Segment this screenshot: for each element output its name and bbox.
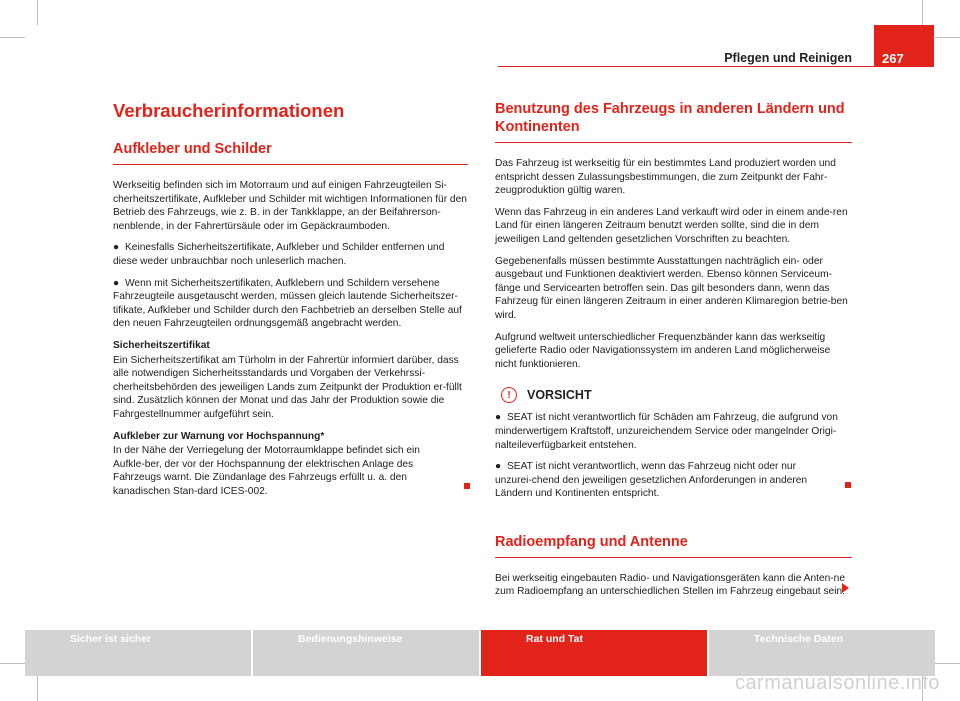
tab-rat-und-tat[interactable]: Rat und Tat	[481, 630, 707, 676]
paragraph: Das Fahrzeug ist werkseitig für ein bestimmtes Land produziert worden und entspricht dessen Zulassungsbestimmungen, die zum Zeitpunkt der Fahr-zeugproduktion gültig waren.	[495, 158, 836, 197]
crop-mark	[922, 0, 923, 25]
paragraph: Bei werkseitig eingebauten Radio- und Navigationsgeräten kann die Anten-ne zum Radioempfang an unterschiedlichen Stellen im Fahrzeug eingebaut sein:	[495, 572, 846, 598]
right-column	[495, 100, 852, 607]
running-header: Pflegen und Reinigen	[724, 51, 852, 65]
crop-mark	[935, 663, 960, 664]
warning-icon: !	[501, 387, 517, 403]
continue-arrow-icon	[842, 583, 849, 593]
section-heading-radio: Radioempfang und Antenne	[495, 533, 852, 558]
section-heading-other-countries: Benutzung des Fahrzeugs in anderen Ländern und Kontinenten	[495, 100, 852, 143]
chapter-title: Verbraucherinformationen	[113, 100, 345, 121]
bullet-text: Wenn mit Sicherheitszertifikaten, Aufklebern und Schildern versehene Fahrzeugteile ausgetauscht werden, müssen gleich lautende Sicherheitszer-tifikate, Aufkleber und Schilder durch den Fachbetrieb an derselben Stelle auf den neuen Fahrzeugteilen ordnungsgemäß angebracht werden.	[113, 277, 462, 330]
caution-heading	[495, 387, 852, 403]
caution-label: VORSICHT	[527, 387, 592, 402]
caution-text: SEAT ist nicht verantwortlich, wenn das Fahrzeug nicht oder nur unzurei-chend den jeweiligen gesetzlichen Anforderungen in anderen Ländern und Kontinenten entspricht.	[495, 461, 808, 500]
caution-item	[495, 460, 852, 501]
safety-certificate-paragraph: Ein Sicherheitszertifikat am Türholm in der Fahrertür informiert darüber, dass alle notwendigen Sicherheitsstandards und Vorgaben der Verkehrssi-cherheitsbehörden des jeweiligen Lands zum Zeitpunkt der Produktion er-füllt sind. Zusätzlich können der Monat und das Jahr der Produktion sowie die Fahrgestellnummer aufgeführt sein.	[113, 354, 462, 420]
tab-bedienungshinweise[interactable]: Bedienungshinweise	[253, 630, 479, 676]
bullet-icon: ●	[495, 461, 502, 473]
paragraph: Wenn das Fahrzeug in ein anderes Land verkauft wird oder in einem ande-ren Land für einen längeren Zeitraum benutzt werden sollte, sind die in dem jeweiligen Land geltenden gesetzlichen Vorschriften zu beachten.	[495, 206, 848, 245]
bullet-item	[113, 277, 468, 331]
crop-mark	[37, 0, 38, 25]
intro-paragraph: Werkseitig befinden sich im Motorraum und auf einigen Fahrzeugteilen Si-cherheitszertifikate, Aufkleber und Schilder mit wichtigen Informationen für den Betrieb des Fahrzeugs, wie z. B. in der Tankklappe, an der Beifahrerson-nenblende, in der Fahrertürsäule oder im Gepäckraumboden.	[113, 180, 467, 232]
bullet-icon: ●	[113, 242, 120, 254]
crop-mark	[0, 663, 25, 664]
paragraph: Aufgrund weltweit unterschiedlicher Frequenzbänder kann das werkseitig gelieferte Radio oder Navigationssystem im anderen Land möglicherweise nicht funktionieren.	[495, 331, 831, 370]
crop-mark	[37, 676, 38, 701]
tab-technische-daten[interactable]: Technische Daten	[709, 630, 935, 676]
crop-mark	[935, 37, 960, 38]
bullet-text: Keinesfalls Sicherheitszertifikate, Aufkleber und Schilder entfernen und diese weder unbrauchbar noch unleserlich machen.	[113, 242, 445, 267]
bullet-icon: ●	[113, 277, 120, 289]
high-voltage-paragraph: In der Nähe der Verriegelung der Motorraumklappe befindet sich ein Aufkle-ber, der vor der Hochspannung der elektrischen Anlage des Fahrzeugs warnt. Die Zündanlage des Fahrzeugs erfüllt u. a. den kanadischen Stan-dard ICES-002.	[113, 445, 420, 497]
caution-text: SEAT ist nicht verantwortlich für Schäden am Fahrzeug, die aufgrund von minderwertigem Kraftstoff, unzureichendem Service oder mangelnder Origi-nalteileverfügbarkeit entstehen.	[495, 412, 838, 451]
bullet-icon: ●	[495, 412, 502, 424]
watermark: carmanualsonline.info	[734, 672, 940, 694]
caution-item	[495, 411, 852, 452]
section-heading-stickers: Aufkleber und Schilder	[113, 140, 468, 165]
page-number: 267	[874, 25, 934, 67]
paragraph: Gegebenenfalls müssen bestimmte Ausstattungen nachträglich ein- oder ausgebaut und Funktionen deaktiviert werden. Ebenso können Serviceum-fänge und Servicearten betroffen sein. Das gilt besonders dann, wenn das Fahrzeug für einen längeren Zeitraum in einer anderen Klimaregion betrie-ben wird.	[495, 255, 848, 321]
left-column	[113, 100, 468, 506]
section-end-square-icon	[845, 482, 851, 488]
subheading-high-voltage: Aufkleber zur Warnung vor Hochspannung*	[113, 430, 325, 442]
header-rule	[498, 66, 874, 67]
subheading-safety-certificate: Sicherheitszertifikat	[113, 339, 210, 351]
bullet-item	[113, 241, 468, 268]
section-end-square-icon	[464, 483, 470, 489]
crop-mark	[0, 37, 25, 38]
footer-chapter-nav	[25, 630, 935, 676]
tab-sicher-ist-sicher[interactable]: Sicher ist sicher	[25, 630, 251, 676]
